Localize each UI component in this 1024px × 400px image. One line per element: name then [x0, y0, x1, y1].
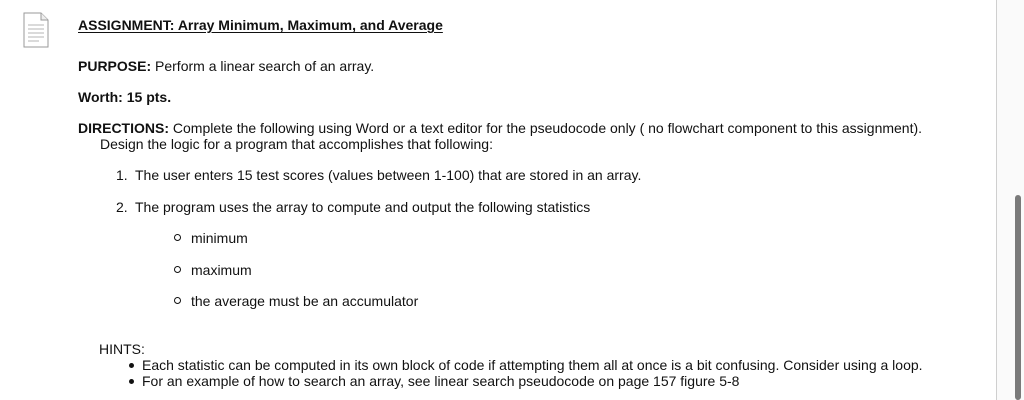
step-text: The user enters 15 test scores (values between 1-100) that are stored in an array.: [135, 167, 642, 183]
worth-line: Worth: 15 pts.: [78, 89, 172, 105]
statistic-text: maximum: [191, 262, 252, 278]
statistic-text: minimum: [191, 230, 248, 246]
statistic-text: the average must be an accumulator: [191, 293, 419, 309]
purpose-label: PURPOSE:: [78, 58, 152, 74]
dot-bullet-icon: [129, 363, 134, 368]
hints-label: HINTS:: [99, 341, 145, 357]
step-number: 1.: [116, 167, 128, 183]
directions-line: [78, 120, 922, 136]
directions-continuation: Design the logic for a program that accomplishes that following:: [100, 136, 493, 152]
hint-item: [129, 373, 739, 389]
purpose-line: [78, 58, 374, 74]
assignment-title: ASSIGNMENT: Array Minimum, Maximum, and Average: [78, 17, 443, 33]
dot-bullet-icon: [129, 379, 134, 384]
hint-text: For an example of how to search an array, see linear search pseudocode on page 157 figure 5-8: [142, 373, 740, 389]
directions-text: Complete the following using Word or a text editor for the pseudocode only ( no flowchart component to this assignment).: [169, 120, 923, 136]
statistic-item: [174, 293, 418, 309]
step-item: [116, 167, 641, 183]
statistic-item: [174, 230, 248, 246]
directions-label: DIRECTIONS:: [78, 120, 169, 136]
purpose-text: Perform a linear search of an array.: [151, 58, 375, 74]
document-icon: [23, 12, 49, 48]
step-number: 2.: [116, 199, 128, 215]
scrollbar-thumb[interactable]: [1015, 195, 1021, 400]
circle-bullet-icon: [174, 234, 181, 241]
hint-item: [129, 357, 923, 373]
statistic-item: [174, 262, 252, 278]
circle-bullet-icon: [174, 297, 181, 304]
step-item: [116, 199, 590, 215]
step-text: The program uses the array to compute and output the following statistics: [135, 199, 591, 215]
circle-bullet-icon: [174, 266, 181, 273]
hint-text: Each statistic can be computed in its own block of code if attempting them all at once is a bit confusing. Consider using a loop.: [142, 357, 923, 373]
